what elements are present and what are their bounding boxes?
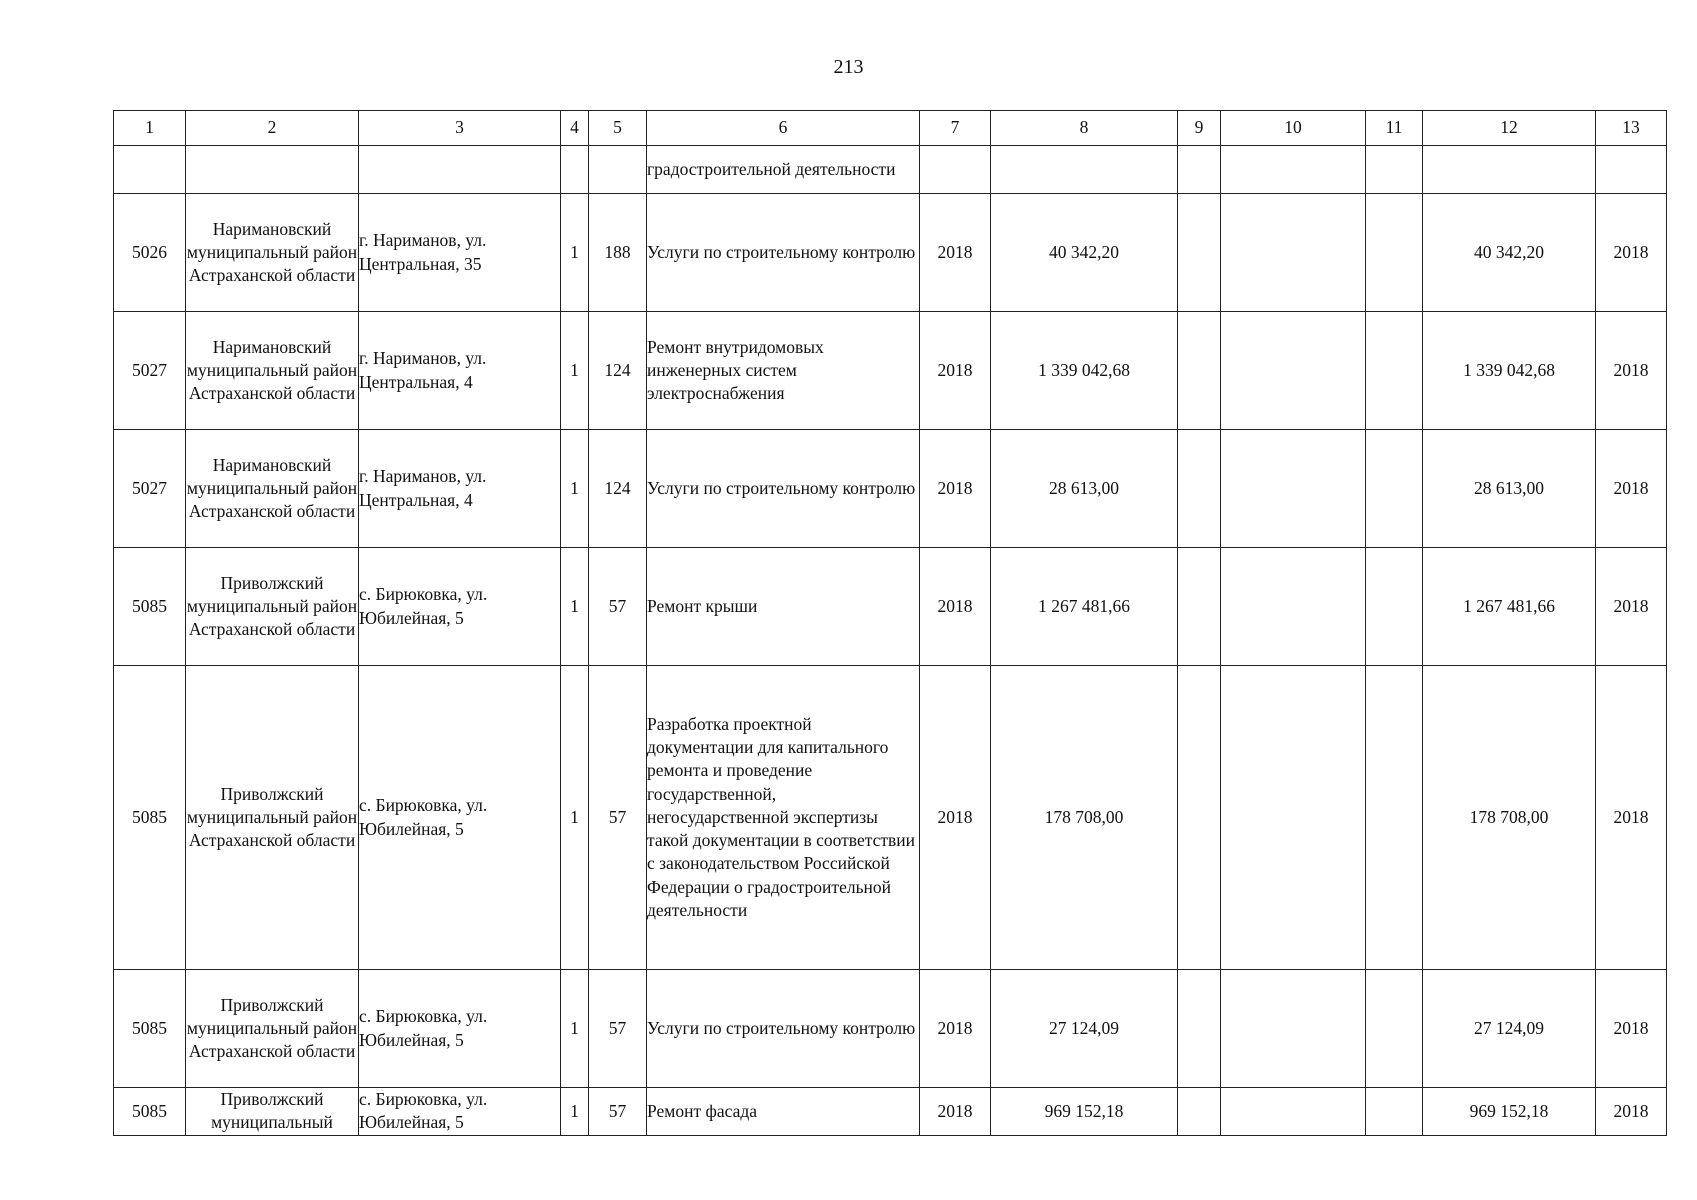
cell-cost: 178 708,00 <box>991 666 1178 970</box>
cell-id: 5085 <box>114 666 186 970</box>
cell-id: 5085 <box>114 1088 186 1136</box>
cell-cost-total: 28 613,00 <box>1423 430 1596 548</box>
header-cell: 4 <box>561 111 589 146</box>
cell-work-type: Ремонт внутридомовых инженерных систем электроснабжения <box>647 312 920 430</box>
cell-district: Наримановский муниципальный район Астраханской области <box>186 194 359 312</box>
cell-col5: 57 <box>589 970 647 1088</box>
cell-district: Наримановский муниципальный район Астраханской области <box>186 430 359 548</box>
cell-end-year: 2018 <box>1596 312 1667 430</box>
cell-cost <box>991 146 1178 194</box>
cell-col4: 1 <box>561 548 589 666</box>
cell-end-year: 2018 <box>1596 430 1667 548</box>
table-row <box>114 548 1667 666</box>
cell-col4: 1 <box>561 666 589 970</box>
table-row <box>114 1088 1667 1136</box>
cell-col9 <box>1178 430 1221 548</box>
cell-year: 2018 <box>920 548 991 666</box>
cell-col10 <box>1221 430 1366 548</box>
cell-cost: 27 124,09 <box>991 970 1178 1088</box>
cell-cost-total: 178 708,00 <box>1423 666 1596 970</box>
cell-end-year: 2018 <box>1596 548 1667 666</box>
cell-cost-total <box>1423 146 1596 194</box>
cell-address: с. Бирюковка, ул. Юбилейная, 5 <box>359 1088 561 1136</box>
cell-cost: 28 613,00 <box>991 430 1178 548</box>
cell-district: Приволжский муниципальный район Астраханской области <box>186 548 359 666</box>
cell-col4: 1 <box>561 430 589 548</box>
cell-col11 <box>1366 146 1423 194</box>
cell-col11 <box>1366 1088 1423 1136</box>
cell-col4: 1 <box>561 312 589 430</box>
cell-year <box>920 146 991 194</box>
cell-col4: 1 <box>561 194 589 312</box>
cell-id: 5085 <box>114 548 186 666</box>
header-cell: 10 <box>1221 111 1366 146</box>
cell-col9 <box>1178 312 1221 430</box>
cell-col5: 57 <box>589 548 647 666</box>
cell-cost-total: 1 267 481,66 <box>1423 548 1596 666</box>
cell-address: с. Бирюковка, ул. Юбилейная, 5 <box>359 970 561 1088</box>
cell-cost: 40 342,20 <box>991 194 1178 312</box>
header-cell: 11 <box>1366 111 1423 146</box>
cell-district: Приволжский муниципальный район Астраханской области <box>186 970 359 1088</box>
header-cell: 5 <box>589 111 647 146</box>
cell-address <box>359 146 561 194</box>
cell-col9 <box>1178 970 1221 1088</box>
cell-end-year: 2018 <box>1596 1088 1667 1136</box>
cell-cost: 969 152,18 <box>991 1088 1178 1136</box>
cell-id: 5026 <box>114 194 186 312</box>
cell-cost: 1 339 042,68 <box>991 312 1178 430</box>
cell-year: 2018 <box>920 1088 991 1136</box>
cell-end-year <box>1596 146 1667 194</box>
cell-id: 5027 <box>114 430 186 548</box>
cell-col11 <box>1366 312 1423 430</box>
cell-end-year: 2018 <box>1596 970 1667 1088</box>
table-row <box>114 970 1667 1088</box>
cell-col5: 188 <box>589 194 647 312</box>
header-cell: 13 <box>1596 111 1667 146</box>
cell-col11 <box>1366 970 1423 1088</box>
cell-end-year: 2018 <box>1596 666 1667 970</box>
cell-col5: 124 <box>589 430 647 548</box>
cell-district <box>186 146 359 194</box>
cell-col9 <box>1178 146 1221 194</box>
registry-table <box>113 110 1667 1136</box>
cell-address: с. Бирюковка, ул. Юбилейная, 5 <box>359 666 561 970</box>
header-cell: 8 <box>991 111 1178 146</box>
cell-col11 <box>1366 548 1423 666</box>
cell-cost-total: 40 342,20 <box>1423 194 1596 312</box>
header-cell: 6 <box>647 111 920 146</box>
cell-col10 <box>1221 666 1366 970</box>
cell-district: Наримановский муниципальный район Астраханской области <box>186 312 359 430</box>
cell-col9 <box>1178 548 1221 666</box>
cell-col10 <box>1221 548 1366 666</box>
header-cell: 1 <box>114 111 186 146</box>
cell-year: 2018 <box>920 970 991 1088</box>
cell-cost-total: 969 152,18 <box>1423 1088 1596 1136</box>
cell-address: с. Бирюковка, ул. Юбилейная, 5 <box>359 548 561 666</box>
header-row <box>114 111 1667 146</box>
cell-col10 <box>1221 312 1366 430</box>
cell-col4: 1 <box>561 970 589 1088</box>
cell-col5: 57 <box>589 666 647 970</box>
cell-col10 <box>1221 146 1366 194</box>
page-number: 213 <box>833 56 864 78</box>
table-row <box>114 194 1667 312</box>
cell-end-year: 2018 <box>1596 194 1667 312</box>
header-cell: 9 <box>1178 111 1221 146</box>
table-row <box>114 666 1667 970</box>
cell-col5 <box>589 146 647 194</box>
cell-work-type: градостроительной деятельности <box>647 146 920 194</box>
cell-col5: 57 <box>589 1088 647 1136</box>
cell-work-type: Услуги по строительному контролю <box>647 194 920 312</box>
cell-col5: 124 <box>589 312 647 430</box>
cell-cost: 1 267 481,66 <box>991 548 1178 666</box>
cell-col10 <box>1221 1088 1366 1136</box>
table-row <box>114 312 1667 430</box>
table-row <box>114 146 1667 194</box>
cell-work-type: Ремонт фасада <box>647 1088 920 1136</box>
cell-col4: 1 <box>561 1088 589 1136</box>
cell-col9 <box>1178 666 1221 970</box>
cell-year: 2018 <box>920 666 991 970</box>
cell-year: 2018 <box>920 194 991 312</box>
cell-col11 <box>1366 194 1423 312</box>
header-cell: 7 <box>920 111 991 146</box>
cell-address: г. Нариманов, ул. Центральная, 4 <box>359 312 561 430</box>
cell-work-type: Разработка проектной документации для капитального ремонта и проведение государственной, негосударственной экспертизы такой документации в соответствии с законодательством Российской Федерации о градостроительной деятельности <box>647 666 920 970</box>
header-cell: 3 <box>359 111 561 146</box>
cell-year: 2018 <box>920 430 991 548</box>
cell-col9 <box>1178 194 1221 312</box>
cell-id: 5085 <box>114 970 186 1088</box>
cell-id <box>114 146 186 194</box>
header-cell: 12 <box>1423 111 1596 146</box>
cell-work-type: Услуги по строительному контролю <box>647 970 920 1088</box>
cell-address: г. Нариманов, ул. Центральная, 4 <box>359 430 561 548</box>
cell-district: Приволжский муниципальный район Астраханской области <box>186 666 359 970</box>
cell-cost-total: 1 339 042,68 <box>1423 312 1596 430</box>
cell-address: г. Нариманов, ул. Центральная, 35 <box>359 194 561 312</box>
cell-cost-total: 27 124,09 <box>1423 970 1596 1088</box>
cell-work-type: Ремонт крыши <box>647 548 920 666</box>
cell-col4 <box>561 146 589 194</box>
cell-district: Приволжский муниципальный <box>186 1088 359 1136</box>
cell-col10 <box>1221 970 1366 1088</box>
cell-col11 <box>1366 666 1423 970</box>
cell-year: 2018 <box>920 312 991 430</box>
cell-col9 <box>1178 1088 1221 1136</box>
cell-id: 5027 <box>114 312 186 430</box>
cell-col10 <box>1221 194 1366 312</box>
header-cell: 2 <box>186 111 359 146</box>
table-row <box>114 430 1667 548</box>
cell-work-type: Услуги по строительному контролю <box>647 430 920 548</box>
cell-col11 <box>1366 430 1423 548</box>
